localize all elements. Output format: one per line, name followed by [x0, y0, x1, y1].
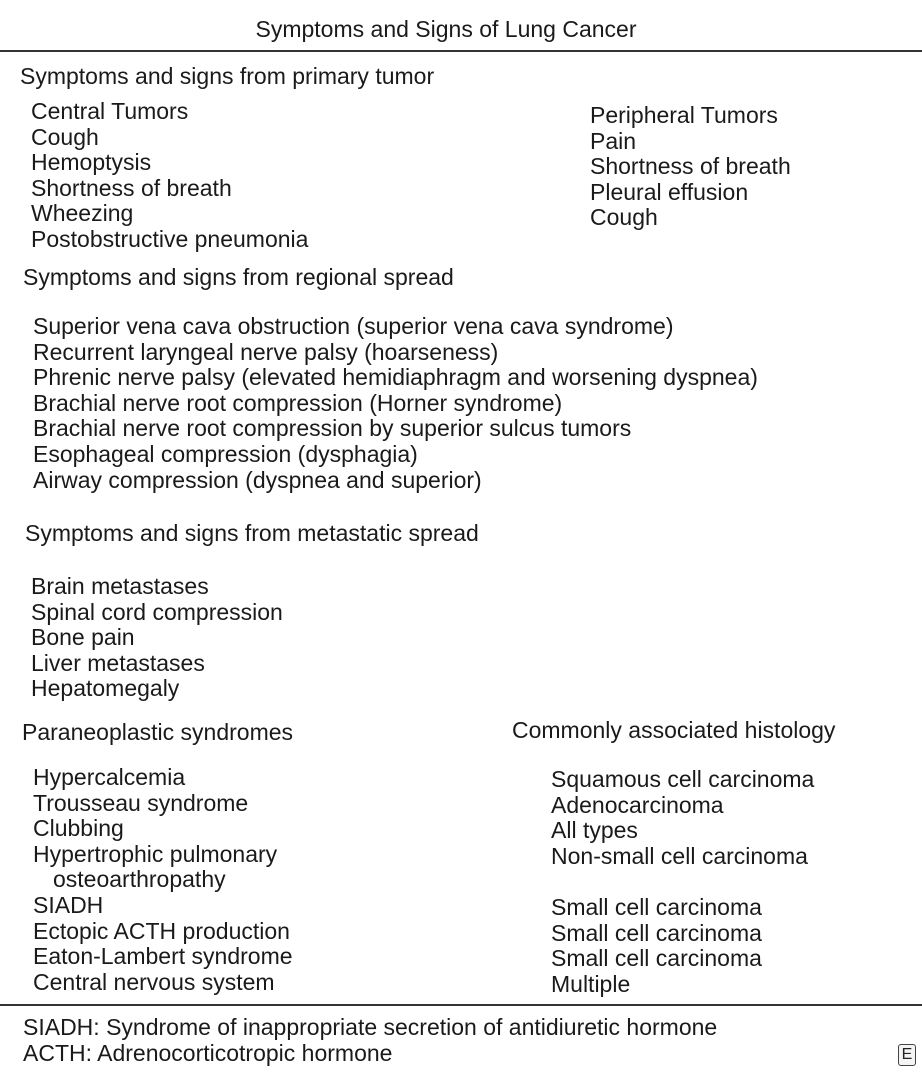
list-item: Hemoptysis	[31, 149, 152, 176]
list-item: Cough	[31, 123, 99, 150]
list-item	[551, 869, 814, 895]
footnote: SIADH: Syndrome of inappropriate secretion of antidiuretic hormone	[23, 1014, 718, 1040]
list-item: Hepatomegaly	[31, 675, 180, 702]
list-item: Brain metastases	[31, 573, 209, 599]
footnote: ACTH: Adrenocorticotropic hormone	[23, 1039, 393, 1066]
list-item: Hypertrophic pulmonary	[33, 840, 278, 867]
list-item: Cough	[590, 204, 658, 231]
list-item: Small cell carcinoma	[551, 919, 762, 946]
list-item: Phrenic nerve palsy (elevated hemidiaphragm and worsening dyspnea)	[33, 364, 758, 391]
list-item: Peripheral Tumors	[590, 102, 778, 128]
list-item: Multiple	[551, 970, 631, 997]
histology-list	[551, 767, 814, 997]
list-item: Liver metastases	[31, 649, 205, 676]
regional-list	[33, 314, 758, 493]
list-item: Shortness of breath	[590, 153, 791, 180]
top-rule	[0, 50, 922, 52]
list-item: Ectopic ACTH production	[33, 917, 290, 944]
list-item: Superior vena cava obstruction (superior vena cava syndrome)	[33, 313, 674, 339]
paraneoplastic-heading: Paraneoplastic syndromes	[22, 719, 294, 745]
histology-heading: Commonly associated histology	[512, 717, 836, 743]
peripheral-tumors-list	[590, 103, 791, 231]
list-item: Eaton-Lambert syndrome	[33, 943, 293, 970]
list-item: Hypercalcemia	[33, 764, 186, 790]
list-item: Squamous cell carcinoma	[551, 766, 815, 792]
paraneoplastic-list	[33, 765, 293, 995]
list-item: Adenocarcinoma	[551, 791, 724, 818]
list-item: Recurrent laryngeal nerve palsy (hoarseness)	[33, 338, 499, 365]
regional-heading: Symptoms and signs from regional spread	[23, 264, 454, 290]
page-title: Symptoms and Signs of Lung Cancer	[255, 16, 637, 42]
metastatic-list	[31, 574, 283, 702]
list-item: Bone pain	[31, 624, 135, 651]
list-item: Spinal cord compression	[31, 598, 283, 625]
list-item: All types	[551, 817, 638, 844]
list-item: Small cell carcinoma	[551, 893, 762, 920]
metastatic-heading: Symptoms and signs from metastatic spread	[25, 520, 479, 546]
list-item: Clubbing	[33, 815, 124, 842]
list-item: Central nervous system	[33, 968, 275, 995]
list-item: Esophageal compression (dysphagia)	[33, 440, 418, 467]
list-item: Pleural effusion	[590, 178, 749, 205]
list-item: Central Tumors	[31, 98, 189, 124]
footnotes	[23, 1015, 717, 1066]
list-item: Pain	[590, 127, 637, 154]
list-item: Airway compression (dyspnea and superior)	[33, 466, 482, 493]
list-item: Brachial nerve root compression (Horner syndrome)	[33, 389, 563, 416]
list-item: SIADH	[33, 891, 104, 918]
primary-heading: Symptoms and signs from primary tumor	[20, 63, 435, 89]
bottom-rule	[0, 1004, 922, 1006]
list-item: Shortness of breath	[31, 174, 232, 201]
publisher-logo-badge: E	[898, 1044, 916, 1066]
list-item: osteoarthropathy	[53, 866, 226, 893]
list-item: Non-small cell carcinoma	[551, 842, 808, 869]
central-tumors-list	[31, 99, 308, 253]
list-item: Small cell carcinoma	[551, 945, 762, 972]
list-item: Brachial nerve root compression by superior sulcus tumors	[33, 415, 632, 442]
list-item: Postobstructive pneumonia	[31, 225, 309, 252]
list-item: Wheezing	[31, 200, 134, 227]
list-item: Trousseau syndrome	[33, 789, 249, 816]
